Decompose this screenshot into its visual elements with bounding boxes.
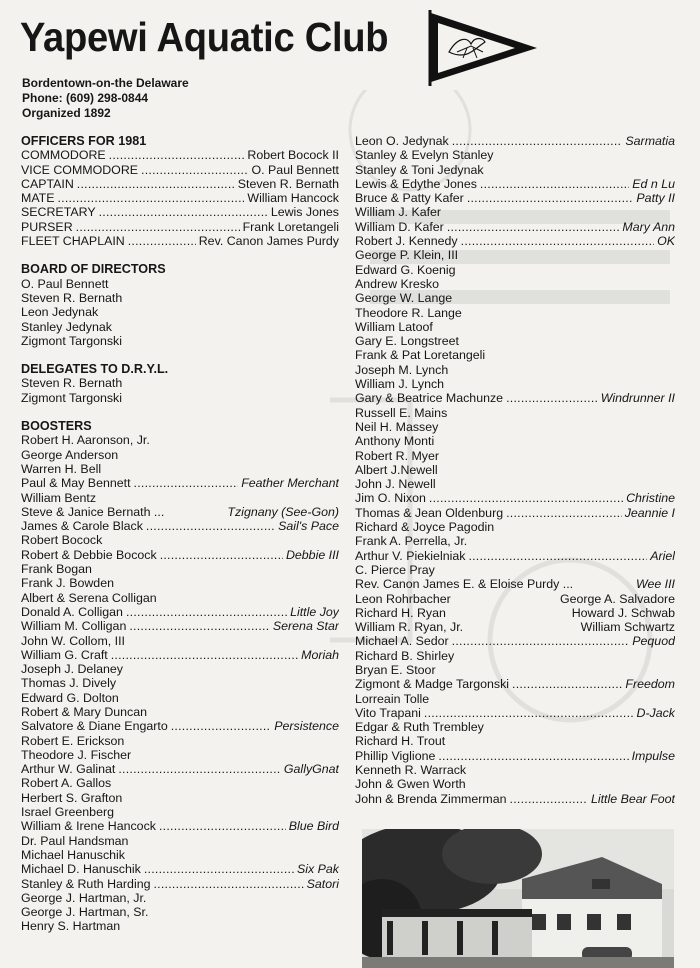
club-info bbox=[22, 76, 189, 121]
member-name: William R. Ryan, Jr. bbox=[355, 620, 464, 635]
member-name: Edgar & Ruth Trembley bbox=[355, 720, 484, 735]
booster-row bbox=[355, 677, 675, 691]
booster-row bbox=[21, 891, 339, 905]
member-name: Russell E. Mains bbox=[355, 405, 448, 420]
dot-leader bbox=[429, 491, 623, 505]
member-name: Robert H. Aaronson, Jr. bbox=[21, 433, 150, 448]
member-name: George P. Klein, III bbox=[355, 248, 459, 263]
booster-row bbox=[355, 534, 675, 548]
officer-row bbox=[21, 148, 339, 162]
member-name: Arthur W. Galinat bbox=[21, 762, 116, 777]
booster-row bbox=[355, 348, 675, 362]
member-name: Leon Rohrbacher bbox=[355, 591, 451, 606]
director-name: Steven R. Bernath bbox=[21, 290, 123, 305]
booster-row bbox=[355, 205, 675, 219]
dot-leader bbox=[467, 191, 634, 205]
dot-leader bbox=[171, 719, 272, 733]
member-name: George J. Hartman, Sr. bbox=[21, 905, 149, 920]
member-name: Bruce & Patty Kafer bbox=[355, 191, 464, 206]
director-row bbox=[21, 305, 339, 319]
delegates-heading: DELEGATES TO D.R.Y.L. bbox=[21, 362, 169, 377]
member-name: Theodore J. Fischer bbox=[21, 747, 132, 762]
booster-row bbox=[355, 363, 675, 377]
boat-name: Impulse bbox=[631, 748, 675, 763]
club-location: Bordentown-on-the Delaware bbox=[22, 76, 189, 90]
officer-row bbox=[21, 163, 339, 177]
booster-row bbox=[355, 220, 675, 234]
booster-row bbox=[355, 563, 675, 577]
dot-leader bbox=[109, 148, 245, 162]
boat-name: Debbie III bbox=[285, 547, 339, 562]
booster-row bbox=[21, 734, 339, 748]
member-name: Joseph M. Lynch bbox=[355, 362, 449, 377]
dot-leader bbox=[160, 548, 283, 562]
boat-name: OK bbox=[657, 234, 675, 249]
member-name: Frank J. Bowden bbox=[21, 576, 114, 591]
spacer bbox=[21, 348, 339, 362]
member-name: Joseph J. Delaney bbox=[21, 662, 123, 677]
officer-name: William Hancock bbox=[247, 191, 339, 206]
booster-row bbox=[355, 491, 675, 505]
booster-row bbox=[21, 719, 339, 733]
spacer bbox=[21, 248, 339, 262]
member-name: Michael D. Hanuschik bbox=[21, 862, 141, 877]
member-name: Israel Greenberg bbox=[21, 805, 114, 820]
booster-row bbox=[21, 848, 339, 862]
booster-row bbox=[21, 619, 339, 633]
member-name: C. Pierce Pray bbox=[355, 562, 435, 577]
dot-leader bbox=[141, 163, 248, 177]
member-name: Phillip Viglione bbox=[355, 748, 436, 763]
member-name: Theodore R. Lange bbox=[355, 305, 462, 320]
dot-leader bbox=[76, 220, 240, 234]
boat-name: GallyGnat bbox=[283, 762, 339, 777]
dot-leader bbox=[129, 619, 270, 633]
booster-row bbox=[355, 663, 675, 677]
boat-name: Christine bbox=[626, 491, 675, 506]
member-name: Neil H. Massey bbox=[355, 419, 439, 434]
member-name: Andrew Kresko bbox=[355, 276, 440, 291]
booster-row bbox=[355, 506, 675, 520]
booster-row bbox=[355, 420, 675, 434]
member-name: Albert J.Newell bbox=[355, 462, 438, 477]
dot-leader bbox=[144, 862, 294, 876]
dot-leader bbox=[468, 549, 647, 563]
member-name: William G. Craft bbox=[21, 647, 108, 662]
officer-role: PURSER bbox=[21, 219, 73, 234]
member-name: Dr. Paul Handsman bbox=[21, 833, 129, 848]
member-name: Stanley & Evelyn Stanley bbox=[355, 148, 494, 163]
dot-leader bbox=[506, 506, 622, 520]
member-name-second: George A. Salvadore bbox=[559, 591, 675, 606]
boat-name: Blue Bird bbox=[288, 819, 339, 834]
member-name: Thomas & Jean Oldenburg bbox=[355, 505, 504, 520]
booster-row bbox=[355, 477, 675, 491]
member-name: William & Irene Hancock bbox=[21, 819, 156, 834]
member-name: William J. Kafer bbox=[355, 205, 442, 220]
officer-name: Rev. Canon James Purdy bbox=[198, 234, 339, 249]
officer-name: O. Paul Bennett bbox=[251, 162, 339, 177]
boat-name: Patty II bbox=[636, 191, 675, 206]
member-name: Anthony Monti bbox=[355, 434, 435, 449]
booster-row bbox=[355, 434, 675, 448]
dot-leader bbox=[438, 749, 628, 763]
director-name: Leon Jedynak bbox=[21, 305, 99, 320]
officer-row bbox=[21, 234, 339, 248]
boat-name: Mary Ann bbox=[622, 219, 675, 234]
officer-row bbox=[21, 191, 339, 205]
delegate-row bbox=[21, 391, 339, 405]
clubhouse-photo bbox=[362, 829, 674, 968]
boat-name: Little Bear Foot bbox=[590, 791, 675, 806]
member-name-second: Howard J. Schwab bbox=[571, 605, 675, 620]
dot-leader bbox=[480, 177, 629, 191]
dot-leader bbox=[146, 519, 275, 533]
member-name: Gary E. Longstreet bbox=[355, 334, 459, 349]
booster-row bbox=[355, 163, 675, 177]
officer-role: FLEET CHAPLAIN bbox=[21, 234, 125, 249]
booster-row bbox=[355, 520, 675, 534]
booster-row bbox=[21, 533, 339, 547]
booster-row bbox=[355, 263, 675, 277]
member-name: Gary & Beatrice Machunze bbox=[355, 391, 504, 406]
member-name: Stanley & Toni Jedynak bbox=[355, 162, 484, 177]
director-row bbox=[21, 291, 339, 305]
officer-name: Robert Bocock II bbox=[247, 148, 339, 163]
officers-heading: OFFICERS FOR 1981 bbox=[21, 134, 147, 148]
booster-row bbox=[355, 763, 675, 777]
booster-row bbox=[355, 620, 675, 634]
director-name: Zigmont Targonski bbox=[21, 333, 123, 348]
right-column bbox=[355, 134, 675, 806]
booster-row bbox=[21, 662, 339, 676]
booster-row bbox=[21, 433, 339, 447]
booster-row bbox=[21, 448, 339, 462]
delegate-name: Zigmont Targonski bbox=[21, 390, 123, 405]
booster-row bbox=[355, 549, 675, 563]
officer-name: Steven R. Bernath bbox=[237, 176, 339, 191]
officer-row bbox=[21, 177, 339, 191]
dot-leader bbox=[58, 191, 245, 205]
booster-row bbox=[21, 576, 339, 590]
member-name: Robert Bocock bbox=[21, 533, 103, 548]
member-name: Albert & Serena Colligan bbox=[21, 590, 157, 605]
dot-leader bbox=[111, 648, 298, 662]
booster-row bbox=[355, 692, 675, 706]
club-title: Yapewi Aquatic Club bbox=[20, 14, 389, 60]
booster-row bbox=[355, 406, 675, 420]
member-name: Richard & Joyce Pagodin bbox=[355, 520, 495, 535]
booster-row bbox=[21, 634, 339, 648]
officer-name: Frank Loretangeli bbox=[242, 219, 339, 234]
member-name: William M. Colligan bbox=[21, 619, 127, 634]
member-name: Richard B. Shirley bbox=[355, 648, 455, 663]
booster-row bbox=[355, 248, 675, 262]
booster-row bbox=[355, 734, 675, 748]
member-name: George Anderson bbox=[21, 447, 119, 462]
club-burgee-flag-icon bbox=[427, 8, 541, 86]
booster-row bbox=[355, 577, 675, 591]
member-name: Zigmont & Madge Targonski bbox=[355, 677, 510, 692]
delegate-name: Steven R. Bernath bbox=[21, 376, 123, 391]
booster-row bbox=[355, 449, 675, 463]
dot-leader bbox=[452, 634, 630, 648]
member-name: George J. Hartman, Jr. bbox=[21, 890, 147, 905]
member-name: Bryan E. Stoor bbox=[355, 662, 436, 677]
booster-row bbox=[355, 134, 675, 148]
boat-name: Ariel bbox=[650, 548, 675, 563]
member-name: John J. Newell bbox=[355, 477, 436, 492]
member-name: Thomas J. Dively bbox=[21, 676, 117, 691]
boat-name: Satori bbox=[306, 876, 339, 891]
booster-row bbox=[355, 777, 675, 791]
member-name: Frank Bogan bbox=[21, 562, 92, 577]
member-name: John & Gwen Worth bbox=[355, 777, 466, 792]
booster-row bbox=[21, 791, 339, 805]
member-name: Vito Trapani bbox=[355, 705, 421, 720]
dot-leader bbox=[510, 792, 588, 806]
booster-row bbox=[21, 462, 339, 476]
booster-row bbox=[21, 591, 339, 605]
officer-role: SECRETARY bbox=[21, 205, 96, 220]
booster-row bbox=[355, 706, 675, 720]
boat-name: Persistence bbox=[274, 719, 339, 734]
member-name: Robert E. Erickson bbox=[21, 733, 125, 748]
booster-row bbox=[21, 519, 339, 533]
member-name: Edward G. Koenig bbox=[355, 262, 456, 277]
member-name: Richard H. Ryan bbox=[355, 605, 446, 620]
booster-row bbox=[355, 377, 675, 391]
booster-row bbox=[355, 177, 675, 191]
boat-name: D-Jack bbox=[636, 705, 675, 720]
club-organized: Organized 1892 bbox=[22, 106, 111, 120]
board-heading: BOARD OF DIRECTORS bbox=[21, 262, 166, 277]
member-name: Warren H. Bell bbox=[21, 461, 102, 476]
booster-row bbox=[21, 819, 339, 833]
booster-row bbox=[355, 391, 675, 405]
booster-row bbox=[21, 877, 339, 891]
boat-name: Windrunner II bbox=[600, 391, 675, 406]
booster-row bbox=[21, 562, 339, 576]
booster-row bbox=[21, 705, 339, 719]
member-name: Paul & May Bennett bbox=[21, 476, 131, 491]
member-name: Rev. Canon James E. & Eloise Purdy ... bbox=[355, 577, 574, 592]
dot-leader bbox=[154, 877, 304, 891]
officer-role: COMMODORE bbox=[21, 148, 106, 163]
member-name: Arthur V. Piekielniak bbox=[355, 548, 466, 563]
member-name: Lorreain Tolle bbox=[355, 691, 430, 706]
dot-leader bbox=[424, 706, 634, 720]
dot-leader bbox=[461, 234, 654, 248]
boat-name: Serena Star bbox=[272, 619, 339, 634]
dot-leader bbox=[134, 476, 239, 490]
booster-row bbox=[21, 776, 339, 790]
member-name: Henry S. Hartman bbox=[21, 919, 121, 934]
director-row bbox=[21, 334, 339, 348]
member-name: William Latoof bbox=[355, 319, 433, 334]
booster-row bbox=[355, 306, 675, 320]
booster-row bbox=[355, 634, 675, 648]
member-name: William J. Lynch bbox=[355, 377, 445, 392]
booster-row bbox=[21, 762, 339, 776]
booster-row bbox=[21, 505, 339, 519]
boat-name: Pequod bbox=[632, 634, 675, 649]
booster-row bbox=[21, 862, 339, 876]
dot-leader bbox=[118, 762, 281, 776]
member-name: Lewis & Edythe Jones bbox=[355, 176, 477, 191]
boat-name: Ed n Lu bbox=[632, 176, 675, 191]
boat-name: Jeannie I bbox=[624, 505, 675, 520]
booster-row bbox=[21, 805, 339, 819]
booster-row bbox=[21, 676, 339, 690]
booster-row bbox=[355, 463, 675, 477]
member-name: George W. Lange bbox=[355, 291, 453, 306]
officer-role: MATE bbox=[21, 191, 55, 206]
member-name: Jim O. Nixon bbox=[355, 491, 426, 506]
booster-row bbox=[355, 720, 675, 734]
member-name: Robert R. Myer bbox=[355, 448, 439, 463]
booster-row bbox=[355, 191, 675, 205]
dot-leader bbox=[452, 134, 623, 148]
booster-row bbox=[355, 592, 675, 606]
boat-name: Little Joy bbox=[290, 604, 339, 619]
officer-role: CAPTAIN bbox=[21, 176, 74, 191]
member-name: Michael Hanuschik bbox=[21, 847, 125, 862]
booster-row bbox=[21, 748, 339, 762]
boat-name: Sail's Pace bbox=[278, 519, 339, 534]
club-phone: Phone: (609) 298-0844 bbox=[22, 91, 149, 105]
boat-name: Tzignany (See-Gon) bbox=[227, 504, 339, 519]
director-name: Stanley Jedynak bbox=[21, 319, 112, 334]
boat-name: Freedom bbox=[625, 677, 675, 692]
booster-row bbox=[21, 548, 339, 562]
member-name: Frank A. Perrella, Jr. bbox=[355, 534, 468, 549]
dot-leader bbox=[77, 177, 235, 191]
delegate-row bbox=[21, 376, 339, 390]
member-name: Stanley & Ruth Harding bbox=[21, 876, 151, 891]
booster-row bbox=[21, 605, 339, 619]
dot-leader bbox=[99, 205, 268, 219]
officer-row bbox=[21, 205, 339, 219]
member-name: Richard H. Trout bbox=[355, 734, 446, 749]
officer-name: Lewis Jones bbox=[270, 205, 339, 220]
member-name: Robert J. Kennedy bbox=[355, 234, 458, 249]
member-name: Frank & Pat Loretangeli bbox=[355, 348, 486, 363]
member-name: Edward G. Dolton bbox=[21, 690, 119, 705]
booster-row bbox=[21, 834, 339, 848]
member-name: Leon O. Jedynak bbox=[355, 134, 449, 148]
member-name: Robert & Mary Duncan bbox=[21, 704, 148, 719]
booster-row bbox=[21, 691, 339, 705]
dot-leader bbox=[159, 819, 286, 833]
member-name: Kenneth R. Warrack bbox=[355, 763, 467, 778]
director-row bbox=[21, 277, 339, 291]
booster-row bbox=[355, 649, 675, 663]
booster-row bbox=[355, 234, 675, 248]
member-name: William D. Kafer bbox=[355, 219, 444, 234]
boat-name: Sarmatia bbox=[625, 134, 675, 148]
boosters-heading: BOOSTERS bbox=[21, 419, 92, 434]
dot-leader bbox=[126, 605, 287, 619]
booster-row bbox=[355, 749, 675, 763]
dot-leader bbox=[512, 677, 622, 691]
member-name: James & Carole Black bbox=[21, 519, 143, 534]
booster-row bbox=[355, 148, 675, 162]
member-name: William Bentz bbox=[21, 490, 97, 505]
booster-row bbox=[355, 334, 675, 348]
member-name: Robert A. Gallos bbox=[21, 776, 112, 791]
member-name: Michael A. Sedor bbox=[355, 634, 449, 649]
officer-role: VICE COMMODORE bbox=[21, 162, 139, 177]
member-name: Steve & Janice Bernath ... bbox=[21, 504, 165, 519]
booster-row bbox=[21, 491, 339, 505]
booster-row bbox=[21, 905, 339, 919]
booster-row bbox=[21, 476, 339, 490]
boat-name: Wee III bbox=[635, 577, 675, 592]
boat-name: Feather Merchant bbox=[241, 476, 339, 491]
member-name: Salvatore & Diane Engarto bbox=[21, 719, 168, 734]
booster-row bbox=[21, 919, 339, 933]
director-name: O. Paul Bennett bbox=[21, 276, 109, 291]
boat-name: Six Pak bbox=[296, 862, 339, 877]
booster-row bbox=[355, 792, 675, 806]
dot-leader bbox=[447, 220, 620, 234]
booster-row bbox=[355, 320, 675, 334]
member-name: John & Brenda Zimmerman bbox=[355, 791, 507, 806]
booster-row bbox=[21, 648, 339, 662]
boat-name: Moriah bbox=[301, 647, 339, 662]
dot-leader bbox=[128, 234, 196, 248]
member-name: Herbert S. Grafton bbox=[21, 790, 123, 805]
member-name: Donald A. Colligan bbox=[21, 604, 123, 619]
member-name: John W. Collom, III bbox=[21, 633, 125, 648]
director-row bbox=[21, 320, 339, 334]
left-column bbox=[21, 134, 339, 934]
member-name-second: William Schwartz bbox=[580, 620, 675, 635]
member-name: Robert & Debbie Bocock bbox=[21, 547, 157, 562]
officer-row bbox=[21, 220, 339, 234]
booster-row bbox=[355, 606, 675, 620]
booster-row bbox=[355, 291, 675, 305]
dot-leader bbox=[506, 391, 598, 405]
booster-row bbox=[355, 277, 675, 291]
spacer bbox=[21, 405, 339, 419]
